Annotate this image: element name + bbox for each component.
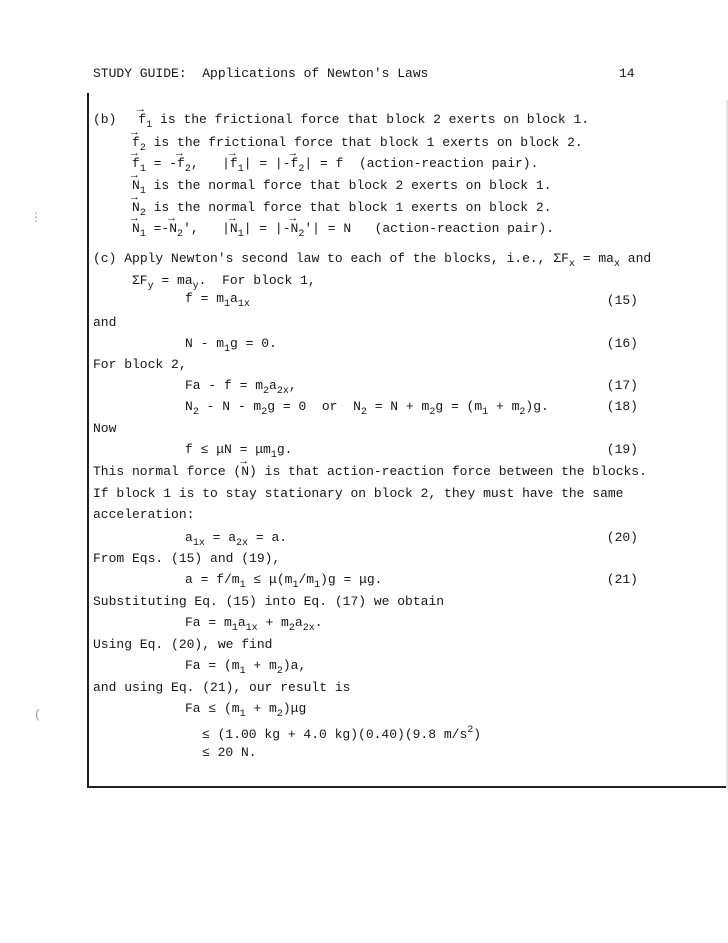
scan-mark: ⋮ [30, 211, 42, 225]
numeric-substitution-text: ≤ (1.00 kg + 4.0 kg)(0.40)(9.8 m/s [202, 727, 468, 742]
substituting-line: Substituting Eq. (15) into Eq. (17) we obtain [93, 594, 445, 609]
eq-number-19: (19) [606, 442, 638, 457]
acceleration-line: acceleration: [93, 507, 195, 522]
bottom-rule [87, 786, 728, 788]
friction-pair-note: (action-reaction pair). [358, 156, 539, 171]
eq-number-18: (18) [606, 399, 638, 414]
page-number: 14 [619, 66, 635, 81]
numeric-substitution: ≤ (1.00 kg + 4.0 kg)(0.40)(9.8 $m/s^2$) [202, 725, 482, 742]
part-b-label: (b) [93, 112, 117, 127]
using-eq21-line: and using Eq. (21), our result is [93, 680, 351, 695]
part-b-line-5: → $N_2$ is the normal force that block 1 exerts on block 2. [132, 200, 552, 222]
and-line: and [93, 315, 117, 330]
stationary-line: If block 1 is to stay stationary on block 2, they must have the same [93, 486, 624, 501]
inequality-equation: $Fa \le (m_1 + m_2)\mu g$ [185, 701, 307, 720]
equation-20: $a_{1x} = a_{2x} = a$. [185, 530, 288, 549]
eq-number-16: (16) [606, 336, 638, 351]
equation-21: $a = f/m_1 \le \mu(m_1/m_1)g = \mu g$. [185, 572, 383, 591]
equation-17: $Fa - f = m_2a_{2x}$, [185, 378, 297, 397]
normal-force-text-a: This normal force ( [93, 464, 242, 479]
part-c-line-1: (c) Apply Newton's second law to each of the blocks, i.e., $\Sigma F_x = ma_x$ and [93, 251, 652, 270]
part-c-intro: Apply Newton's second law to each of the blocks, i.e., [124, 251, 546, 266]
equation-19: $f \le \mu N = \mu m_1g$. [185, 442, 293, 461]
part-b-line-1: $(b)\to f_1$ is the frictional force that block 2 exerts on block 1. [93, 112, 589, 134]
f2-definition: is the frictional force that block 1 exerts on block 2. [145, 135, 583, 150]
normal-force-line: This normal force (→ N) is that action-reaction force between the blocks. [93, 464, 647, 480]
eq-number-17: (17) [606, 378, 638, 393]
normal-pair-note: (action-reaction pair). [374, 221, 554, 236]
normal-pair-equation: → $N_1$ =-→ $N_2'$, |→ $N_1|$ = |-→ $N_2'| = N$ (action-reaction pair). [132, 221, 554, 243]
force-acceleration-equation: $Fa = (m_1 + m_2)a$, [185, 658, 307, 677]
final-result: ≤ 20 N. [202, 745, 257, 760]
using-eq20-line: Using Eq. (20), we find [93, 637, 273, 652]
equation-15: $f = m_1a_{1x}$ [185, 291, 250, 310]
now-line: Now [93, 421, 117, 436]
eq-number-21: (21) [606, 572, 638, 587]
n1-definition: is the normal force that block 2 exerts on block 1. [145, 178, 552, 193]
part-b-line-2: → $f_2$ is the frictional force that block 1 exerts on block 2. [132, 135, 583, 157]
page-header-title: STUDY GUIDE: Applications of Newton's Laws [93, 66, 429, 81]
substitution-equation: $Fa = m_1a_{1x} + m_2a_{2x}$. [185, 615, 323, 634]
part-c-label: (c) [93, 251, 117, 266]
eq-number-20: (20) [606, 530, 638, 545]
for-block-2: For block 2, [93, 357, 187, 372]
part-c-and: and [627, 251, 652, 266]
left-margin-rule [87, 93, 89, 788]
eq-number-15: (15) [606, 293, 638, 308]
from-eqs-line: From Eqs. (15) and (19), [93, 551, 281, 566]
part-b-line-4: → $N_1$ is the normal force that block 2 exerts on block 1. [132, 178, 552, 200]
scan-mark: ( [34, 708, 42, 722]
n2-definition: is the normal force that block 1 exerts on block 2. [145, 200, 552, 215]
equation-18: $N_2 - N - m_2g = 0$ or $N_2 = N + m_2g = (m_1 + m_2)g$. [185, 399, 549, 418]
for-block-1: For block 1, [222, 273, 316, 288]
friction-pair-equation: → $f_1$ = -→ $f_2$, |→ $f_1|$ = |-→ $f_2| = f$ (action-reaction pair). [132, 156, 538, 178]
f1-definition: is the frictional force that block 2 exerts on block 1. [152, 112, 590, 127]
equation-16: $N - m_1g = 0$. [185, 336, 277, 355]
normal-force-text-b: ) is that action-reaction force between the blocks. [249, 464, 647, 479]
part-c-line-2: $\Sigma F_y = ma_y$. For block 1, [132, 273, 316, 292]
